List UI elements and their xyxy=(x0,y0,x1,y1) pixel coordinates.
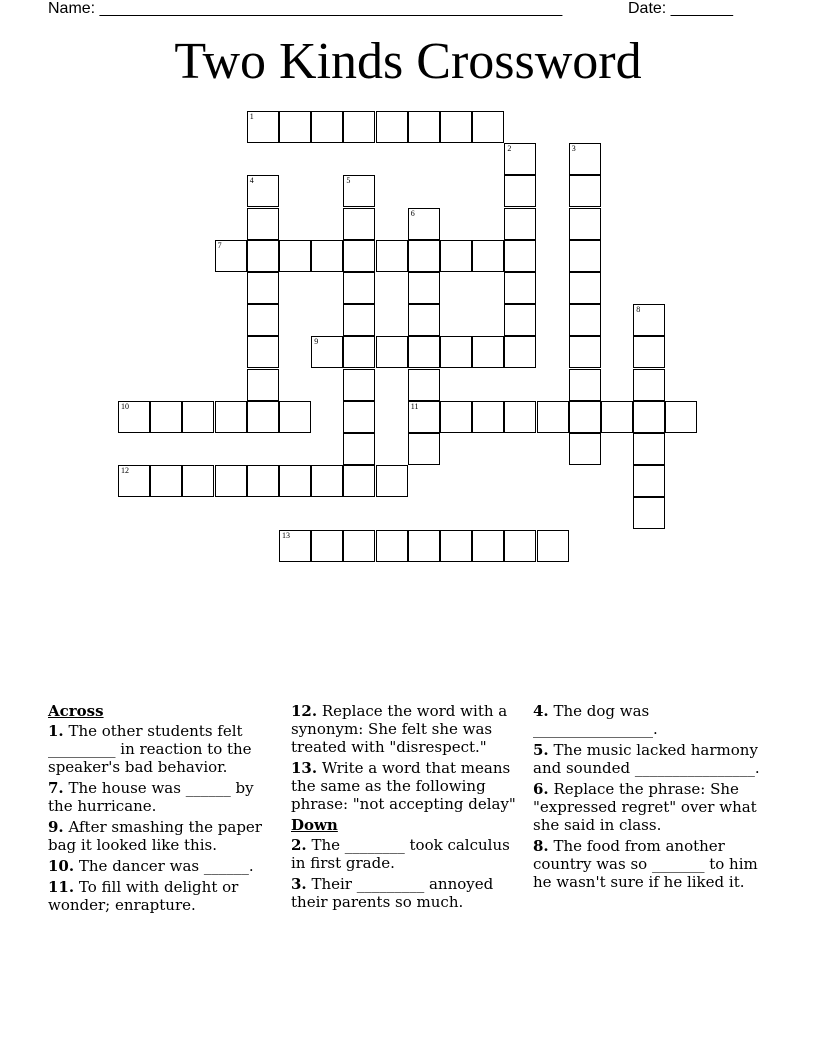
clue-down-5 xyxy=(533,741,765,777)
clue-number: 8. xyxy=(533,837,549,855)
crossword-cell[interactable] xyxy=(343,272,375,304)
crossword-cell[interactable] xyxy=(150,465,182,497)
crossword-cell[interactable] xyxy=(311,336,343,368)
clue-down-8 xyxy=(533,837,765,891)
crossword-cell[interactable] xyxy=(343,208,375,240)
crossword-cell[interactable] xyxy=(440,401,472,433)
clue-text: Replace the word with a synonym: She felt she was treated with "disrespect." xyxy=(291,702,508,756)
crossword-cell[interactable] xyxy=(569,401,601,433)
clues-column-2 xyxy=(291,702,523,914)
crossword-cell[interactable] xyxy=(247,336,279,368)
clue-number: 2. xyxy=(291,836,307,854)
crossword-cell[interactable] xyxy=(408,240,440,272)
crossword-cell[interactable] xyxy=(247,401,279,433)
down-heading: Down xyxy=(291,816,338,834)
clue-across-9 xyxy=(48,818,280,854)
clue-number: 10. xyxy=(48,857,75,875)
crossword-cell[interactable] xyxy=(343,304,375,336)
cell-number: 9 xyxy=(314,337,319,347)
cell-number: 4 xyxy=(249,176,254,186)
cell-number: 2 xyxy=(507,144,512,154)
crossword-cell[interactable] xyxy=(408,272,440,304)
clue-text: The dancer was ______. xyxy=(74,857,254,875)
crossword-cell[interactable] xyxy=(633,304,665,336)
crossword-cell[interactable] xyxy=(408,369,440,401)
crossword-cell[interactable] xyxy=(408,208,440,240)
clue-text: The house was ______ by the hurricane. xyxy=(48,779,254,815)
crossword-cell[interactable] xyxy=(408,336,440,368)
crossword-cell[interactable] xyxy=(247,208,279,240)
crossword-cell[interactable] xyxy=(633,497,665,529)
clue-number: 12. xyxy=(291,702,318,720)
cell-number: 8 xyxy=(636,305,641,315)
clue-text: The music lacked harmony and sounded ________________. xyxy=(533,741,760,777)
crossword-cell[interactable] xyxy=(279,240,311,272)
crossword-cell[interactable] xyxy=(665,401,697,433)
clue-down-3 xyxy=(291,875,523,911)
crossword-cell[interactable] xyxy=(376,111,408,143)
crossword-cell[interactable] xyxy=(279,530,311,562)
crossword-cell[interactable] xyxy=(504,208,536,240)
crossword-cell[interactable] xyxy=(504,336,536,368)
crossword-cell[interactable] xyxy=(408,401,440,433)
clue-number: 13. xyxy=(291,759,318,777)
crossword-cell[interactable] xyxy=(569,240,601,272)
crossword-cell[interactable] xyxy=(633,401,665,433)
cell-number: 3 xyxy=(571,144,576,154)
crossword-cell[interactable] xyxy=(569,143,601,175)
crossword-cell[interactable] xyxy=(408,530,440,562)
crossword-cell[interactable] xyxy=(504,530,536,562)
crossword-cell[interactable] xyxy=(376,530,408,562)
crossword-cell[interactable] xyxy=(150,401,182,433)
crossword-cell[interactable] xyxy=(343,369,375,401)
crossword-cell[interactable] xyxy=(118,465,150,497)
clue-number: 3. xyxy=(291,875,307,893)
clue-text: Replace the phrase: She "expressed regret" over what she said in class. xyxy=(533,780,757,834)
crossword-cell[interactable] xyxy=(343,336,375,368)
cell-number: 1 xyxy=(249,112,254,121)
clue-number: 6. xyxy=(533,780,549,798)
crossword-cell[interactable] xyxy=(472,111,504,143)
crossword-cell[interactable] xyxy=(633,465,665,497)
cell-number: 10 xyxy=(121,401,129,411)
crossword-cell[interactable] xyxy=(440,111,472,143)
clue-number: 7. xyxy=(48,779,64,797)
clue-across-7 xyxy=(48,779,280,815)
crossword-cell[interactable] xyxy=(633,336,665,368)
crossword-cell[interactable] xyxy=(279,111,311,143)
crossword-cell[interactable] xyxy=(343,240,375,272)
clue-text: Write a word that means the same as the following phrase: "not accepting delay" xyxy=(291,759,516,813)
crossword-cell[interactable] xyxy=(440,240,472,272)
crossword-cell[interactable] xyxy=(247,240,279,272)
crossword-cell[interactable] xyxy=(247,175,279,207)
clue-text: Their _________ annoyed their parents so much. xyxy=(291,875,494,911)
crossword-cell[interactable] xyxy=(247,111,279,143)
crossword-cell[interactable] xyxy=(343,175,375,207)
crossword-cell[interactable] xyxy=(182,465,214,497)
crossword-cell[interactable] xyxy=(472,530,504,562)
crossword-cell[interactable] xyxy=(247,369,279,401)
clue-number: 1. xyxy=(48,722,64,740)
crossword-cell[interactable] xyxy=(472,401,504,433)
crossword-cell[interactable] xyxy=(343,401,375,433)
cell-number: 6 xyxy=(410,208,415,218)
cell-number: 11 xyxy=(410,401,419,411)
clue-across-11 xyxy=(48,878,280,914)
crossword-cell[interactable] xyxy=(537,401,569,433)
crossword-cell[interactable] xyxy=(311,465,343,497)
clue-down-2 xyxy=(291,836,523,872)
crossword-cell[interactable] xyxy=(376,465,408,497)
cell-number: 12 xyxy=(121,466,129,476)
crossword-cell[interactable] xyxy=(215,401,247,433)
crossword-cell[interactable] xyxy=(215,465,247,497)
clue-text: The ________ took calculus in first grade. xyxy=(291,836,510,872)
crossword-cell[interactable] xyxy=(215,240,247,272)
clue-across-1 xyxy=(48,722,280,776)
cell-number: 13 xyxy=(282,530,290,540)
clues-column-3 xyxy=(533,702,765,894)
crossword-cell[interactable] xyxy=(569,336,601,368)
crossword-cell[interactable] xyxy=(537,530,569,562)
clues-column-1 xyxy=(48,702,280,917)
clue-text: To fill with delight or wonder; enrapture. xyxy=(48,878,239,914)
across-heading: Across xyxy=(48,702,104,720)
date-field-label: Date: _______ xyxy=(628,0,733,17)
crossword-cell[interactable] xyxy=(601,401,633,433)
crossword-cell[interactable] xyxy=(343,465,375,497)
clue-across-12 xyxy=(291,702,523,756)
crossword-cell[interactable] xyxy=(376,240,408,272)
crossword-cell[interactable] xyxy=(504,240,536,272)
clue-number: 5. xyxy=(533,741,549,759)
cell-number: 5 xyxy=(346,176,351,186)
crossword-cell[interactable] xyxy=(633,433,665,465)
crossword-cell[interactable] xyxy=(569,208,601,240)
crossword-cell[interactable] xyxy=(569,433,601,465)
crossword-cell[interactable] xyxy=(569,272,601,304)
crossword-cell[interactable] xyxy=(376,336,408,368)
crossword-cell[interactable] xyxy=(633,369,665,401)
crossword-cell[interactable] xyxy=(118,401,150,433)
crossword-cell[interactable] xyxy=(311,530,343,562)
crossword-cell[interactable] xyxy=(311,240,343,272)
crossword-cell[interactable] xyxy=(504,272,536,304)
crossword-cell[interactable] xyxy=(569,175,601,207)
crossword-cell[interactable] xyxy=(440,336,472,368)
crossword-cell[interactable] xyxy=(504,304,536,336)
crossword-cell[interactable] xyxy=(504,143,536,175)
page-title: Two Kinds Crossword xyxy=(174,33,642,90)
crossword-cell[interactable] xyxy=(504,401,536,433)
crossword-cell[interactable] xyxy=(279,401,311,433)
crossword-cell[interactable] xyxy=(247,272,279,304)
clue-text: The food from another country was so _______ to him he wasn't sure if he liked it. xyxy=(533,837,758,891)
crossword-cell[interactable] xyxy=(247,465,279,497)
crossword-cell[interactable] xyxy=(343,111,375,143)
crossword-cell[interactable] xyxy=(440,530,472,562)
cell-number: 7 xyxy=(217,240,222,250)
crossword-cell[interactable] xyxy=(408,304,440,336)
crossword-cell[interactable] xyxy=(408,433,440,465)
crossword-cell[interactable] xyxy=(343,530,375,562)
crossword-cell[interactable] xyxy=(182,401,214,433)
crossword-cell[interactable] xyxy=(279,465,311,497)
clue-text: The dog was ________________. xyxy=(533,702,658,738)
clue-number: 11. xyxy=(48,878,75,896)
clue-down-6 xyxy=(533,780,765,834)
crossword-cell[interactable] xyxy=(247,304,279,336)
crossword-cell[interactable] xyxy=(343,433,375,465)
clue-number: 4. xyxy=(533,702,549,720)
crossword-cell[interactable] xyxy=(569,369,601,401)
clue-text: After smashing the paper bag it looked like this. xyxy=(48,818,262,854)
clue-number: 9. xyxy=(48,818,64,836)
crossword-cell[interactable] xyxy=(472,336,504,368)
crossword-cell[interactable] xyxy=(569,304,601,336)
clue-text: The other students felt _________ in reaction to the speaker's bad behavior. xyxy=(48,722,252,776)
crossword-cell[interactable] xyxy=(504,175,536,207)
crossword-cell[interactable] xyxy=(408,111,440,143)
crossword-cell[interactable] xyxy=(311,111,343,143)
clue-across-10 xyxy=(48,857,280,875)
clue-down-4 xyxy=(533,702,765,738)
crossword-cell[interactable] xyxy=(472,240,504,272)
name-field-label: Name: ____________________________________________________ xyxy=(48,0,563,17)
clue-across-13 xyxy=(291,759,523,813)
